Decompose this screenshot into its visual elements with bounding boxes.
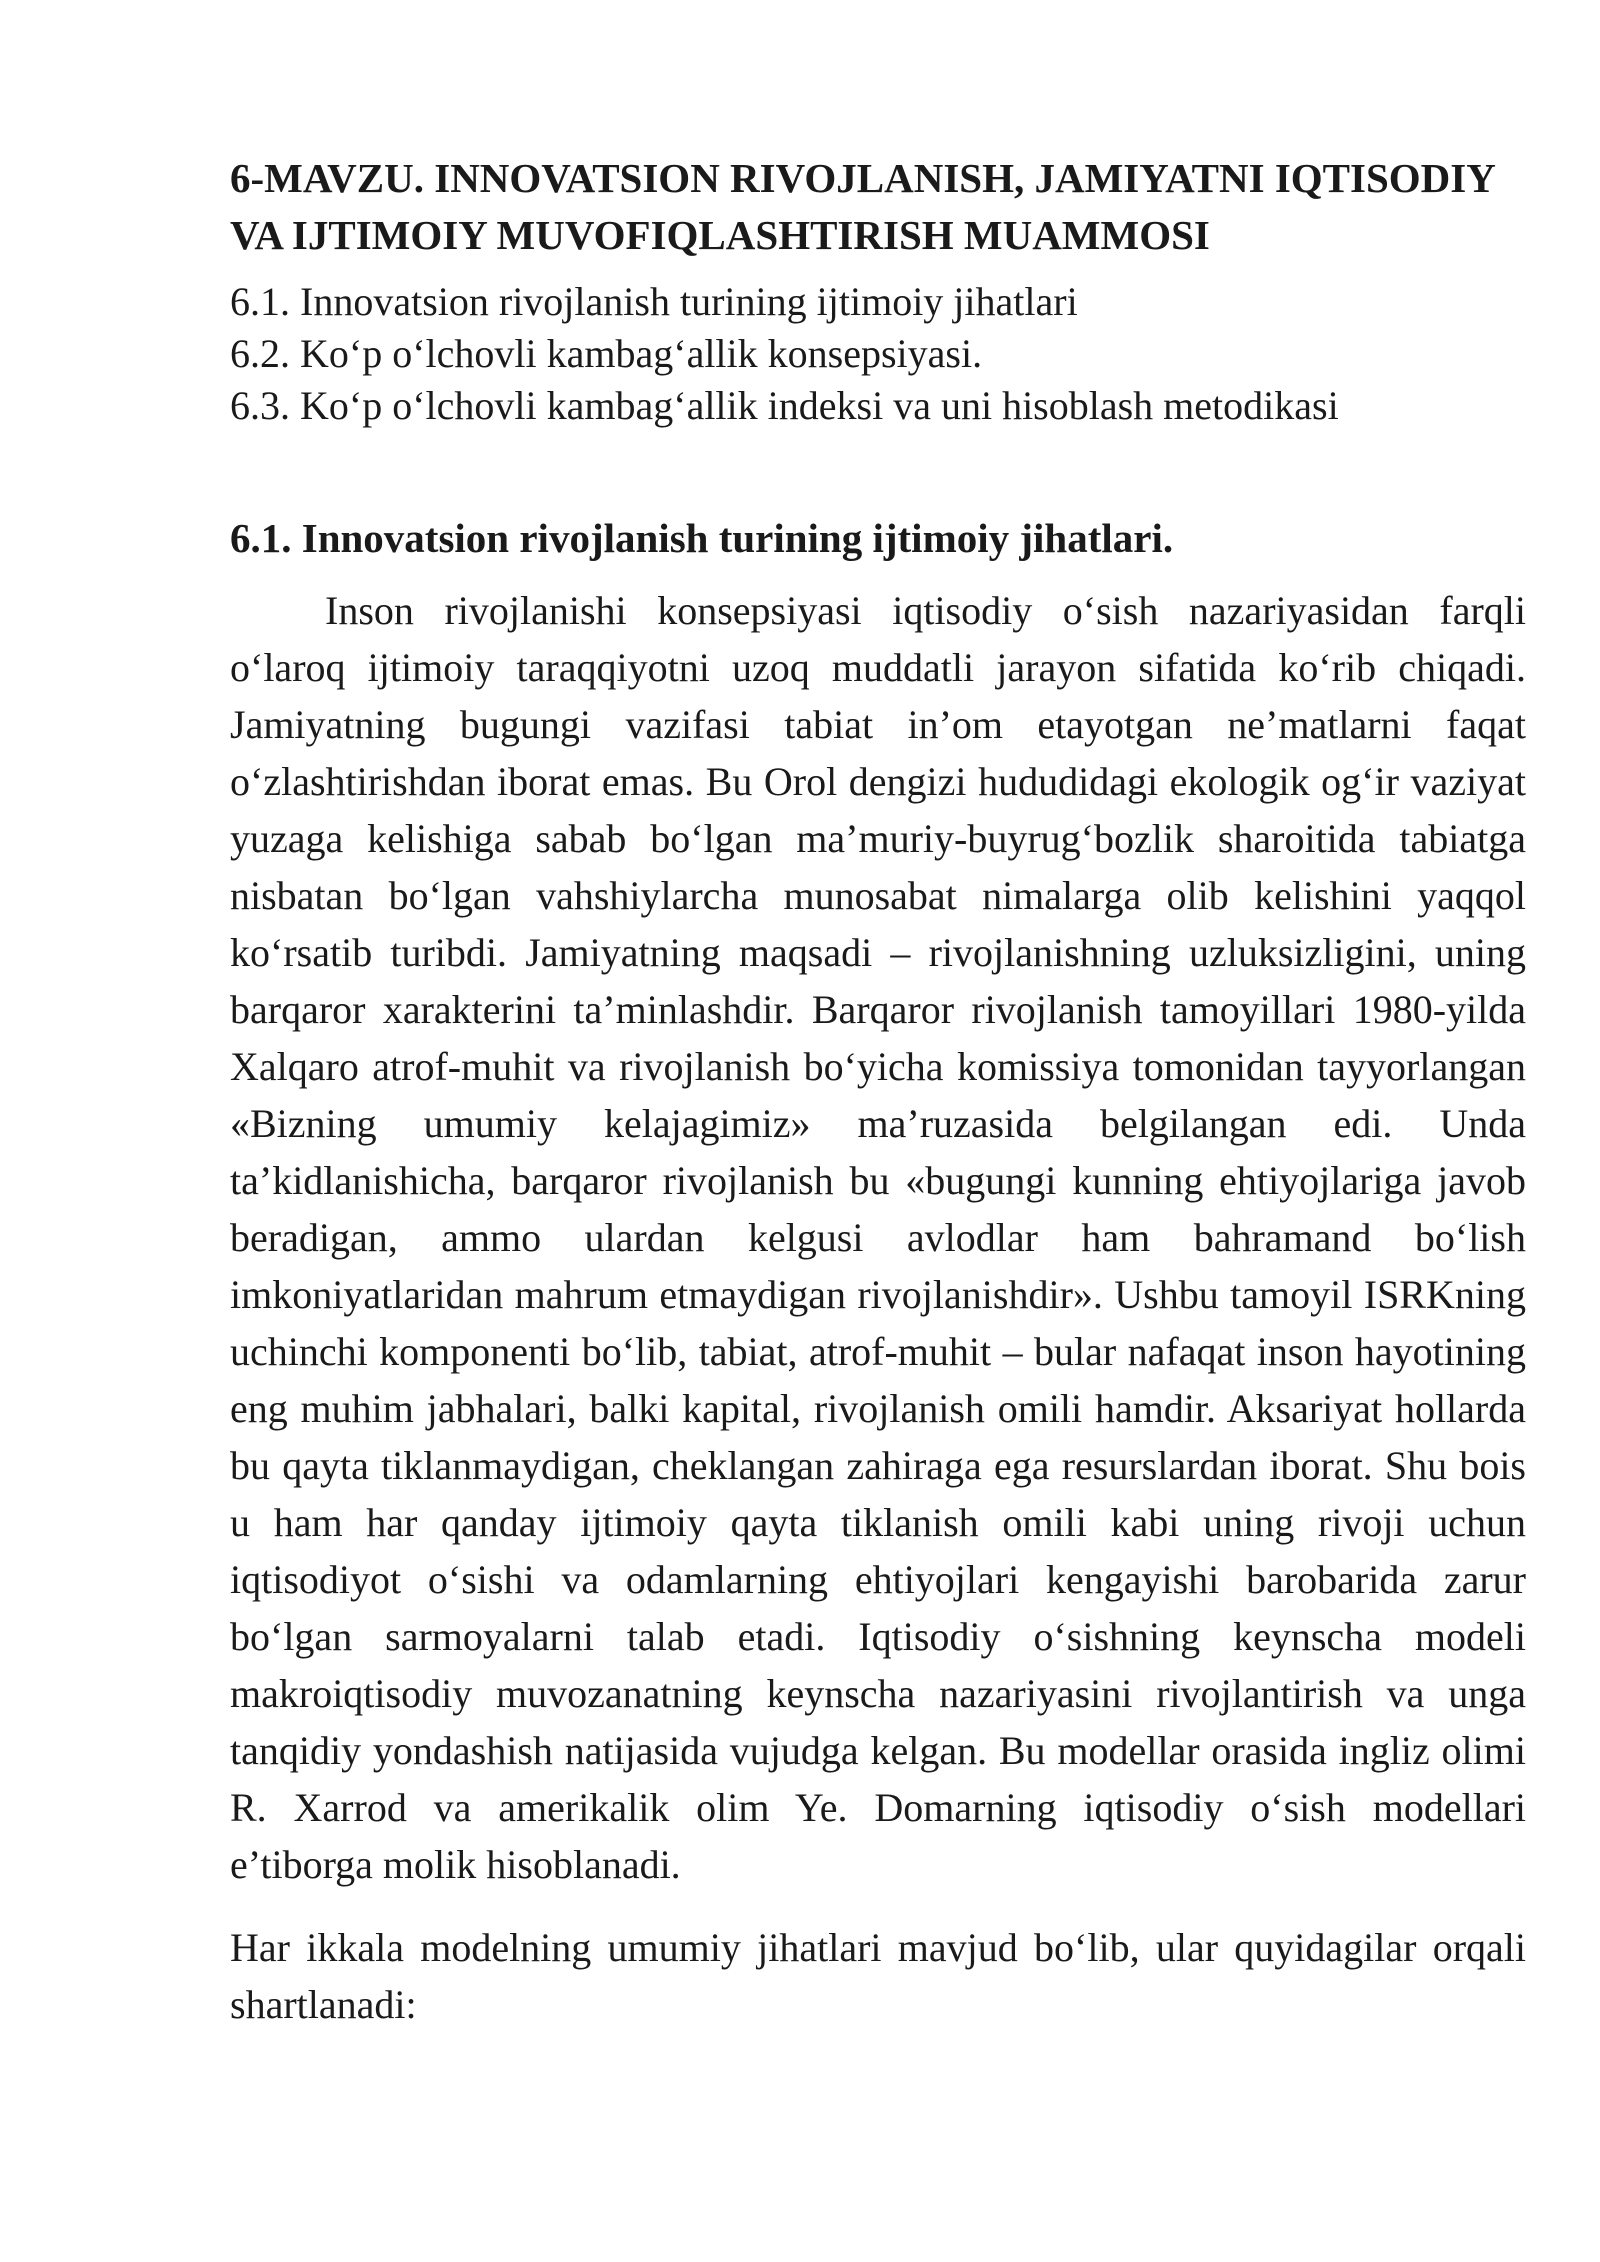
toc-item: 6.3. Koʻp oʻlchovli kambagʻallik indeksi va uni hisoblash metodikasi — [230, 383, 1339, 428]
body-paragraph: Har ikkala modelning umumiy jihatlari mavjud boʻlib, ular quyidagilar orqali shartlanadi: — [230, 1925, 1526, 2027]
document-page — [230, 150, 1526, 2033]
chapter-title: 6-MAVZU. INNOVATSION RIVOJLANISH, JAMIYATNI IQTISODIY VA IJTIMOIY MUVOFIQLASHTIRISH MUAMMOSI — [230, 155, 1495, 258]
section-heading: 6.1. Innovatsion rivojlanish turining ijtimoiy jihatlari. — [230, 515, 1174, 561]
toc-item: 6.1. Innovatsion rivojlanish turining ijtimoiy jihatlari — [230, 279, 1078, 324]
table-of-contents — [230, 276, 1526, 432]
toc-item: 6.2. Koʻp oʻlchovli kambagʻallik konsepsiyasi. — [230, 331, 983, 376]
body-paragraph: Inson rivojlanishi konsepsiyasi iqtisodiy oʻsish nazariyasidan farqli oʻlaroq ijtimoiy taraqqiyotni uzoq muddatli jarayon sifatida koʻrib chiqadi. Jamiyatning bugungi vazifasi tabiat in’om etayotgan ne’matlarni faqat oʻzlashtirishdan iborat emas. Bu Orol dengizi hududidagi ekologik ogʻir vaziyat yuzaga kelishiga sabab boʻlgan ma’muriy-buyrugʻbozlik sharoitida tabiatga nisbatan boʻlgan vahshiylarcha munosabat nimalarga olib kelishini yaqqol koʻrsatib turibdi. Jamiyatning maqsadi – rivojlanishning uzluksizligini, uning barqaror xarakterini ta’minlashdir. Barqaror rivojlanish tamoyillari 1980-yilda Xalqaro atrof-muhit va rivojlanish boʻyicha komissiya tomonidan tayyorlangan «Bizning umumiy kelajagimiz» ma’ruzasida belgilangan edi. Unda ta’kidlanishicha, barqaror rivojlanish bu «bugungi kunning ehtiyojlariga javob beradigan, ammo ulardan kelgusi avlodlar ham bahramand boʻlish imkoniyatlaridan mahrum etmaydigan rivojlanishdir». Ushbu tamoyil ISRKning uchinchi komponenti boʻlib, tabiat, atrof-muhit – bular nafaqat inson hayotining eng muhim jabhalari, balki kapital, rivojlanish omili hamdir. Aksariyat hollarda bu qayta tiklanmaydigan, cheklangan zahiraga ega resurslardan iborat. Shu bois u ham har qanday ijtimoiy qayta tiklanish omili kabi uning rivoji uchun iqtisodiyot oʻsishi va odamlarning ehtiyojlari kengayishi barobarida zarur boʻlgan sarmoyalarni talab etadi. Iqtisodiy oʻsishning keynscha modeli makroiqtisodiy muvozanatning keynscha nazariyasini rivojlantirish va unga tanqidiy yondashish natijasida vujudga kelgan. Bu modellar orasida ingliz olimi R. Xarrod va amerikalik olim Ye. Domarning iqtisodiy oʻsish modellari e’tiborga molik hisoblanadi. — [230, 588, 1526, 1887]
